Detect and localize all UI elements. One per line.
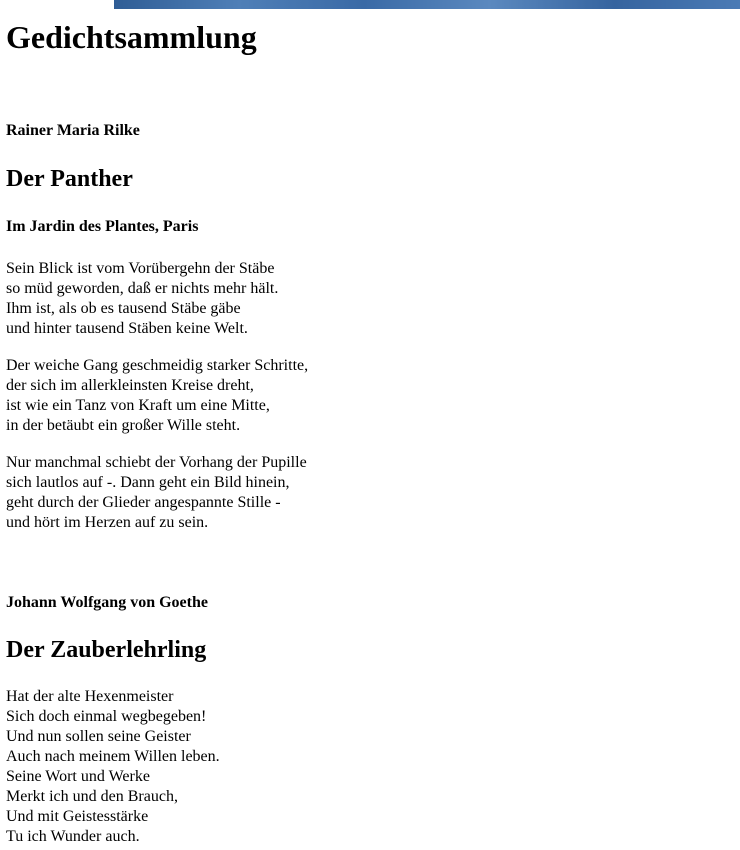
verse-line: und hört im Herzen auf zu sein. (6, 514, 209, 531)
verse-line: Sich doch einmal wegbegeben! (6, 708, 207, 725)
verse-line: Auch nach meinem Willen leben. (6, 748, 220, 765)
poem-subtitle: Im Jardin des Plantes, Paris (6, 218, 199, 235)
verse-line: Nur manchmal schiebt der Vorhang der Pupille (6, 454, 307, 471)
verse-line: der sich im allerkleinsten Kreise dreht, (6, 377, 254, 394)
verse-line: in der betäubt ein großer Wille steht. (6, 417, 241, 434)
verse-line: Und mit Geistesstärke (6, 808, 149, 825)
stanza (6, 356, 308, 436)
top-decoration-strip (114, 0, 740, 9)
verse-line: Tu ich Wunder auch. (6, 828, 140, 845)
verse-line: geht durch der Glieder angespannte Stille - (6, 494, 281, 511)
verse-line: Und nun sollen seine Geister (6, 728, 191, 745)
stanza (6, 453, 307, 533)
verse-line: und hinter tausend Stäben keine Welt. (6, 320, 248, 337)
verse-line: ist wie ein Tanz von Kraft um eine Mitte, (6, 397, 270, 414)
verse-line: Ihm ist, als ob es tausend Stäbe gäbe (6, 300, 241, 317)
verse-line: Seine Wort und Werke (6, 768, 150, 785)
verse-line: sich lautlos auf -. Dann geht ein Bild hinein, (6, 474, 290, 491)
poem-author: Johann Wolfgang von Goethe (6, 594, 208, 611)
poem-title: Der Zauberlehrling (6, 637, 207, 663)
verse-line: so müd geworden, daß er nichts mehr hält. (6, 280, 279, 297)
verse-line: Merkt ich und den Brauch, (6, 788, 178, 805)
verse-line: Hat der alte Hexenmeister (6, 688, 174, 705)
stanza (6, 687, 220, 847)
poem-title: Der Panther (6, 166, 133, 192)
verse-line: Der weiche Gang geschmeidig starker Schritte, (6, 357, 309, 374)
stanza (6, 259, 278, 339)
verse-line: Sein Blick ist vom Vorübergehn der Stäbe (6, 260, 275, 277)
poem-author: Rainer Maria Rilke (6, 122, 140, 139)
page-title: Gedichtsammlung (6, 19, 257, 55)
